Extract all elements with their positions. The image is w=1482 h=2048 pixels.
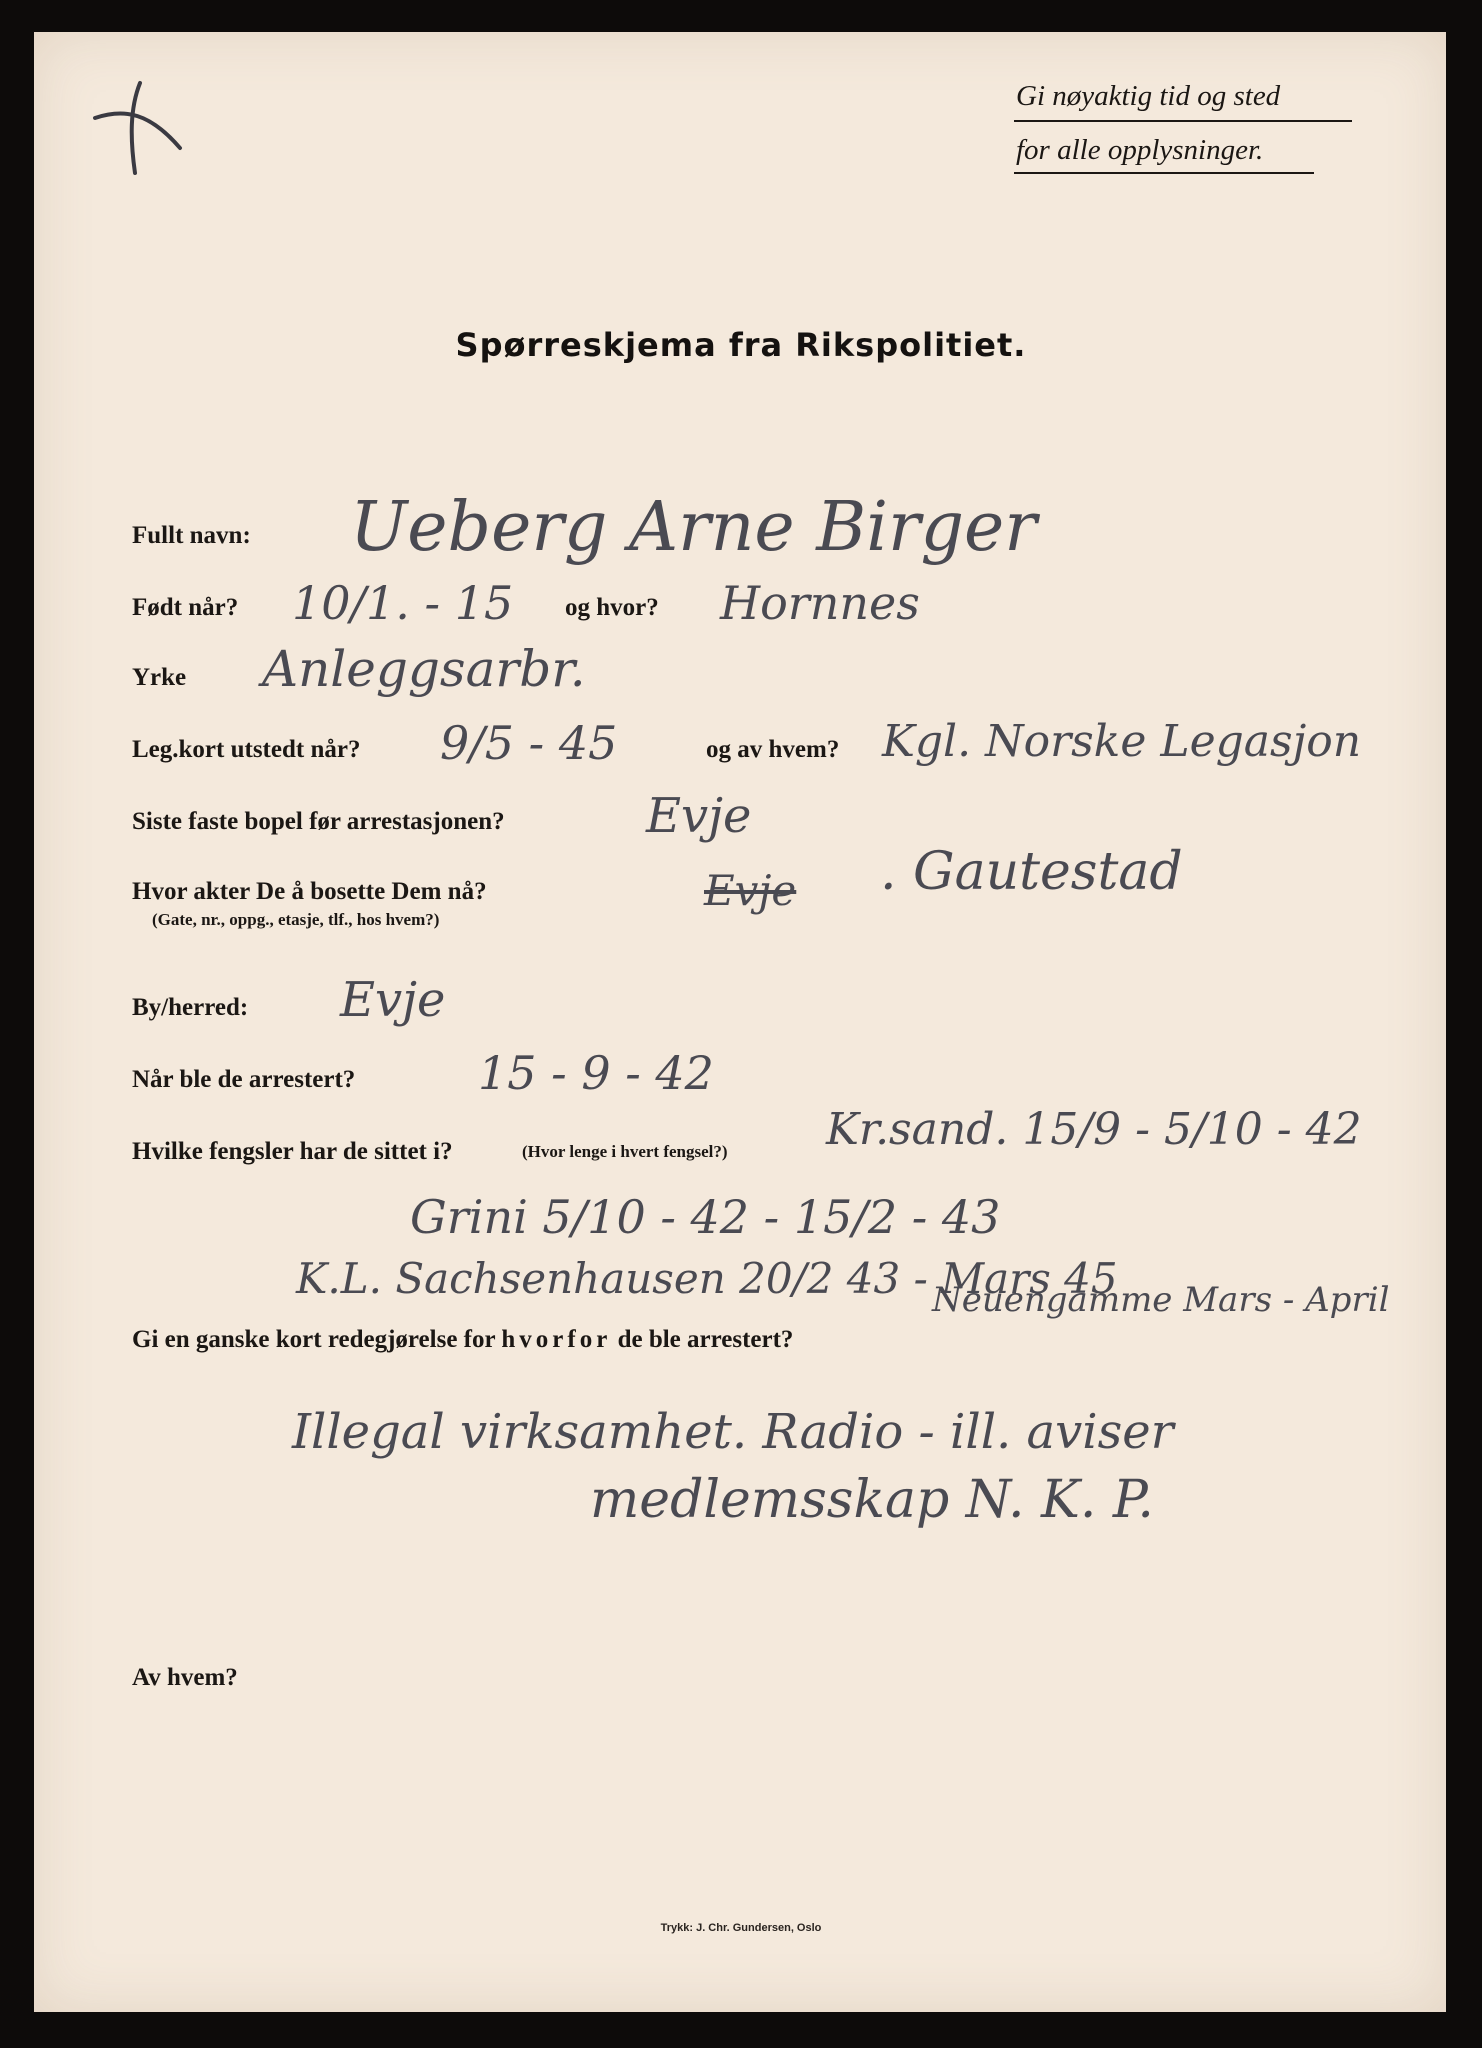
label-prisons: Hvilke fengsler har de sittet i? <box>132 1138 453 1165</box>
value-born-where: Hornnes <box>720 576 920 630</box>
sublabel-prisons: (Hvor lenge i hvert fengsel?) <box>522 1142 728 1161</box>
label-full-name: Fullt navn: <box>132 522 251 549</box>
value-settle-where: . Gautestad <box>880 842 1183 902</box>
sublabel-settle-where: (Gate, nr., oppg., etasje, tlf., hos hvem?) <box>152 910 440 929</box>
label-born-where: og hvor? <box>565 594 659 621</box>
value-occupation: Anleggsarbr. <box>262 640 586 698</box>
notice-underline-1 <box>1014 120 1352 122</box>
value-last-residence: Evje <box>646 788 752 844</box>
label-reason-emph: hvorfor <box>501 1326 612 1353</box>
value-id-issued-by: Kgl. Norske Legasjon <box>882 716 1362 767</box>
notice-line-2: for alle opplysninger. <box>1016 134 1264 166</box>
value-id-issued-when: 9/5 - 45 <box>440 716 618 770</box>
label-city: By/herred: <box>132 994 249 1021</box>
label-settle-where: Hvor akter De å bosette Dem nå? <box>132 878 487 905</box>
value-reason-line: Illegal virksamhet. Radio - ill. aviser <box>292 1404 1174 1460</box>
value-prison-line: K.L. Sachsenhausen 20/2 43 - Mars 45 <box>296 1254 1118 1303</box>
form-title: Spørreskjema fra Rikspolitiet. <box>455 326 1027 364</box>
value-prison-line: Kr.sand. 15/9 - 5/10 - 42 <box>826 1104 1362 1155</box>
value-full-name: Ueberg Arne Birger <box>350 488 1037 567</box>
label-reason <box>132 1326 793 1354</box>
notice-line-1: Gi nøyaktig tid og sted <box>1016 80 1281 112</box>
value-reason-line: medlemsskap N. K. P. <box>590 1470 1154 1530</box>
printer-credit: Trykk: J. Chr. Gundersen, Oslo <box>660 1922 822 1934</box>
value-born-when: 10/1. - 15 <box>292 576 514 630</box>
label-last-residence: Siste faste bopel før arrestasjonen? <box>132 808 505 835</box>
value-settle-struck: Evje <box>704 866 797 915</box>
label-reason-pre: Gi en ganske kort redegjørelse for <box>132 1326 496 1353</box>
value-prison-line: Grini 5/10 - 42 - 15/2 - 43 <box>410 1190 1001 1244</box>
label-arrested-when: Når ble de arrestert? <box>132 1066 356 1093</box>
cross-mark-icon <box>90 78 190 178</box>
label-id-issued-when: Leg.kort utstedt når? <box>132 736 361 763</box>
label-born-when: Født når? <box>132 594 239 621</box>
label-id-issued-by: og av hvem? <box>706 736 840 763</box>
notice-underline-2 <box>1014 172 1314 174</box>
value-city: Evje <box>340 972 446 1028</box>
value-arrested-when: 15 - 9 - 42 <box>478 1046 714 1100</box>
label-reason-post: de ble arrestert? <box>617 1326 794 1353</box>
label-occupation: Yrke <box>132 664 187 691</box>
value-prison-line: Neuengamme Mars - April <box>932 1280 1390 1320</box>
label-by-whom: Av hvem? <box>132 1664 238 1691</box>
